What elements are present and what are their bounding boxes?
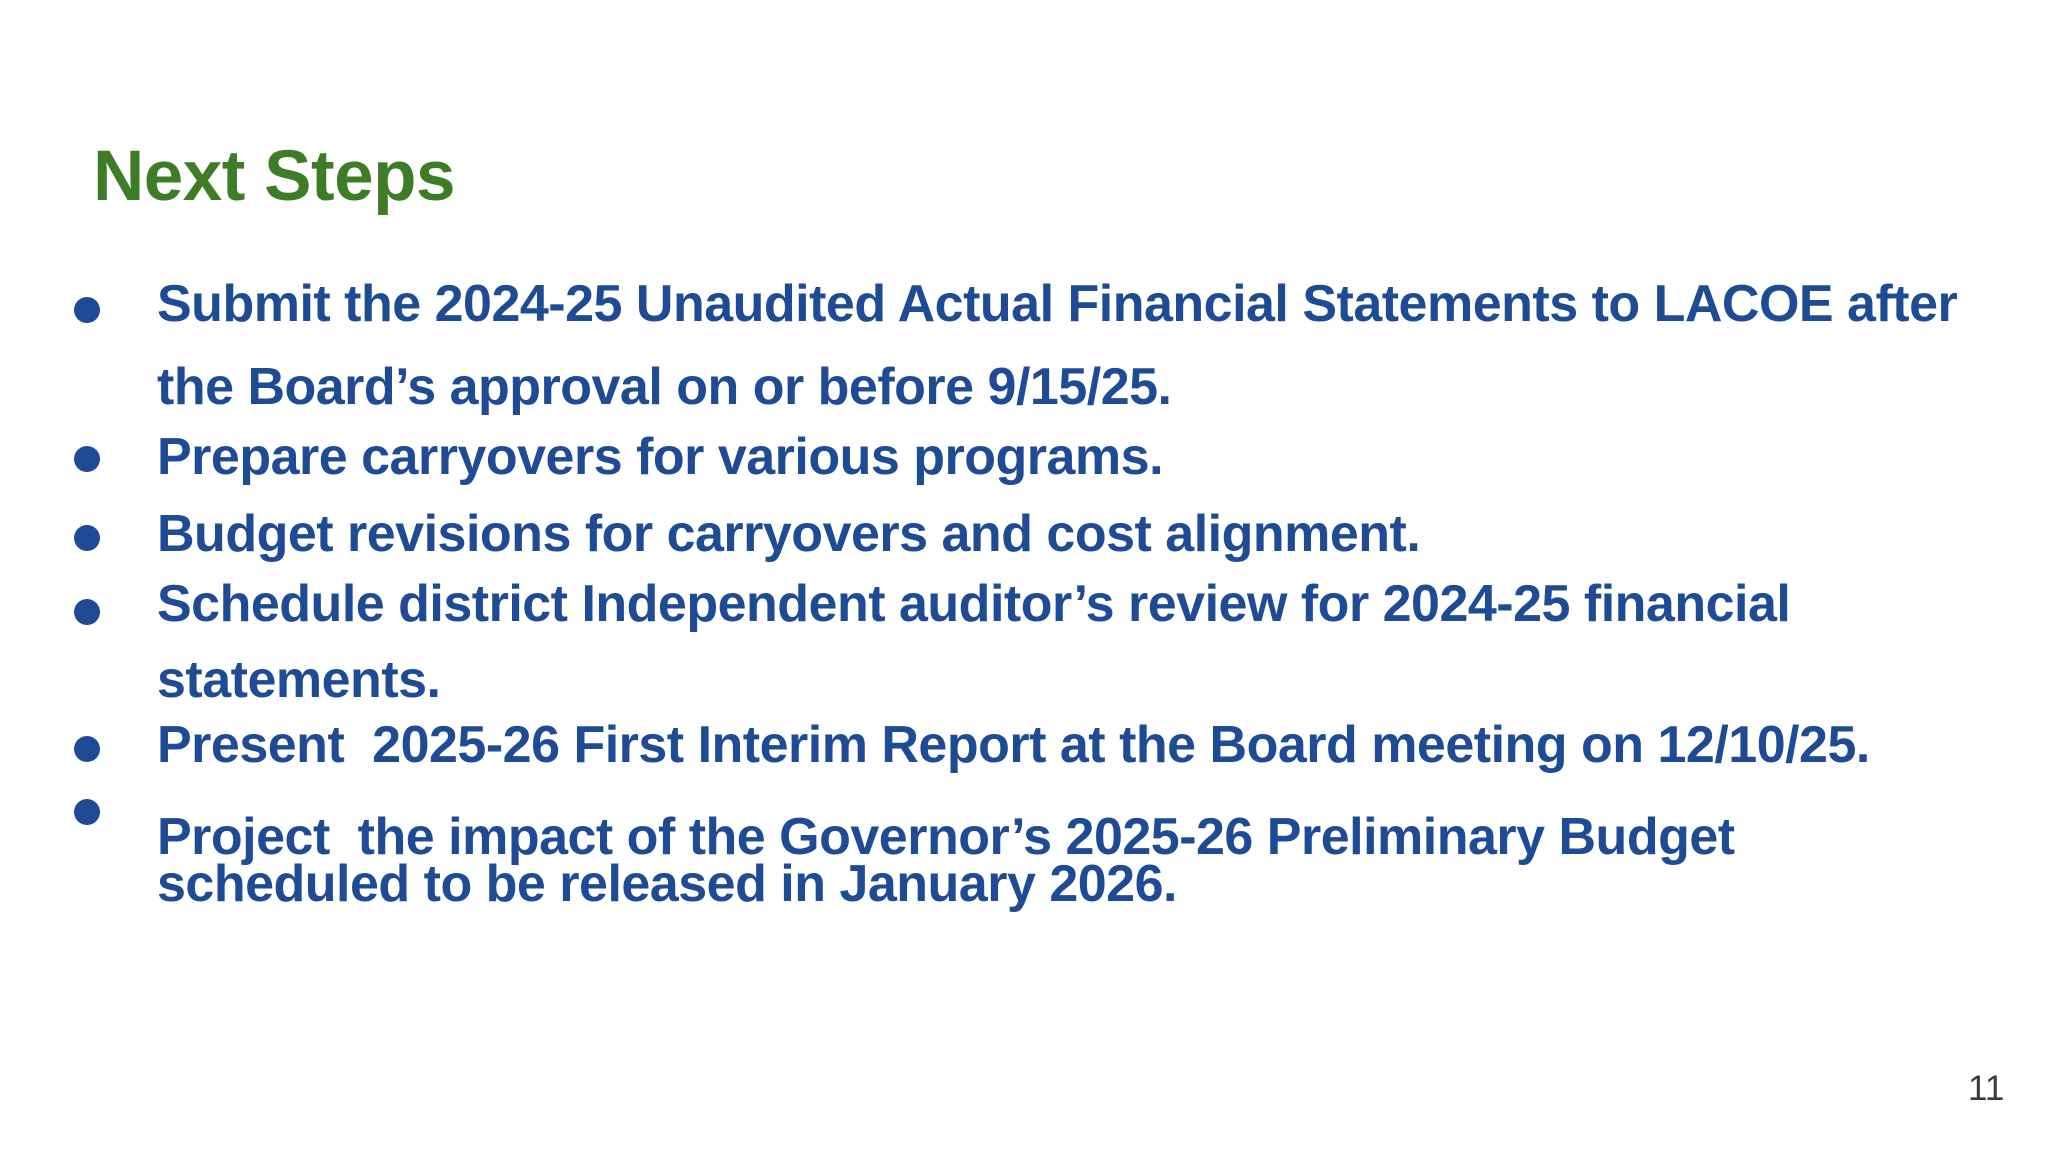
bullet-dot [74,736,100,762]
bullet-text-line: Schedule district Independent auditor’s review for 2024-25 financial [157,575,1791,633]
bullet-dot [74,799,100,825]
bullet-text-line: Project the impact of the Governor’s 2025-26 Preliminary Budget [157,808,1735,866]
bullet-text-line: Submit the 2024-25 Unaudited Actual Financial Statements to LACOE after [157,275,1958,333]
bullet-text-line: Present 2025-26 First Interim Report at the Board meeting on 12/10/25. [157,716,1870,774]
slide-title: Next Steps [93,137,455,216]
bullet-text-line: the Board’s approval on or before 9/15/25. [157,358,1172,416]
bullet-dot [74,297,100,323]
bullet-text-line: Prepare carryovers for various programs. [157,428,1164,486]
bullet-text-line: scheduled to be released in January 2026. [157,855,1177,913]
bullet-text-line: statements. [157,651,441,709]
bullet-dot [74,599,100,625]
bullet-dot [74,525,100,551]
bullet-text-line: Budget revisions for carryovers and cost alignment. [157,505,1421,563]
bullet-dot [74,446,100,472]
page-number: 11 [1968,1069,2005,1108]
